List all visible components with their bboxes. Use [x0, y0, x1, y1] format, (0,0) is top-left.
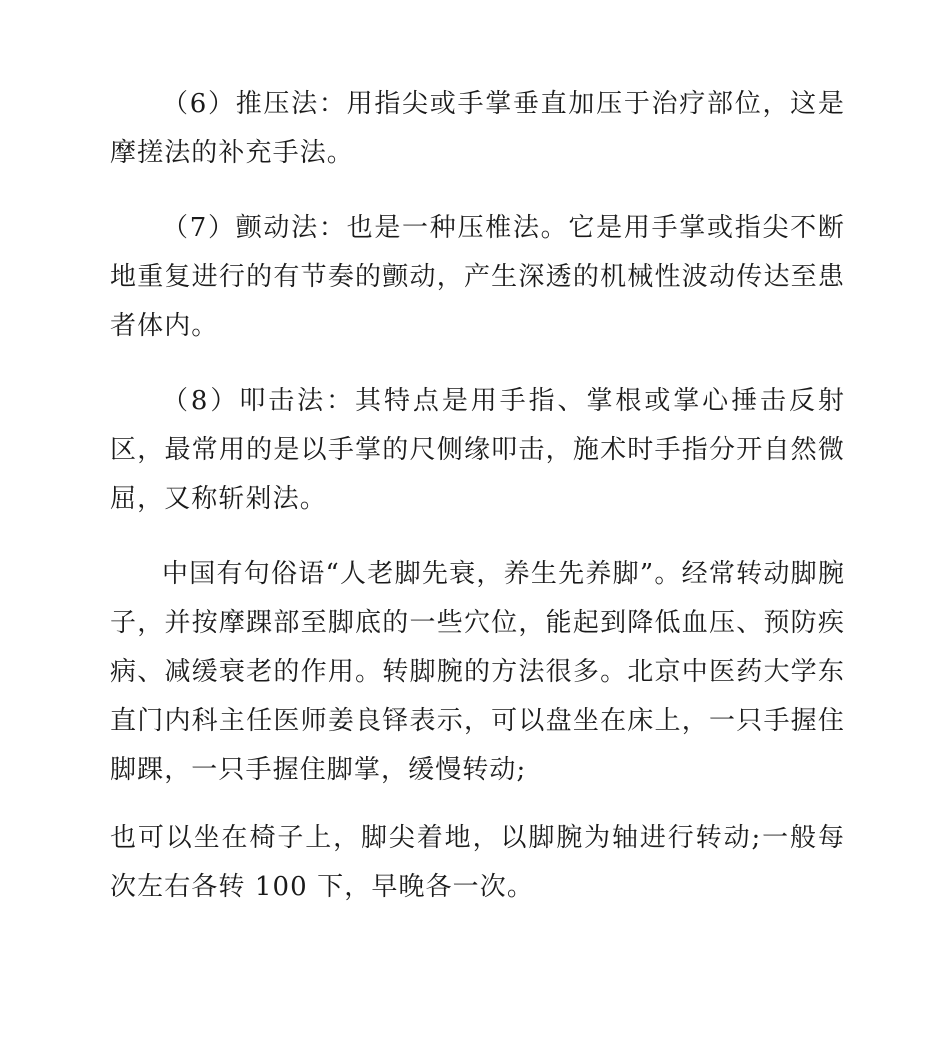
- paragraph-ankle-rotation-chair: 也可以坐在椅子上，脚尖着地，以脚腕为轴进行转动;一般每次左右各转 100 下，早晚各一次。: [110, 823, 845, 902]
- paragraph-vibration-method: （7）颤动法：也是一种压椎法。它是用手掌或指尖不断地重复进行的有节奏的颤动，产生深透的机械性波动传达至患者体内。: [110, 213, 845, 341]
- paragraph-push-press-method: （6）推压法：用指尖或手掌垂直加压于治疗部位，这是摩搓法的补充手法。: [110, 89, 845, 168]
- paragraph-ankle-rotation-proverb: 中国有句俗语“人老脚先衰，养生先养脚”。经常转动脚腕子，并按摩踝部至脚底的一些穴位，能起到降低血压、预防疾病、减缓衰老的作用。转脚腕的方法很多。北京中医药大学东直门内科主任医师姜良铎表示，可以盘坐在床上，一只手握住脚踝，一只手握住脚掌，缓慢转动;: [110, 559, 845, 785]
- paragraph-percussion-method: （8）叩击法：其特点是用手指、掌根或掌心捶击反射区，最常用的是以手掌的尺侧缘叩击，施术时手指分开自然微屈，又称斩剁法。: [110, 386, 845, 514]
